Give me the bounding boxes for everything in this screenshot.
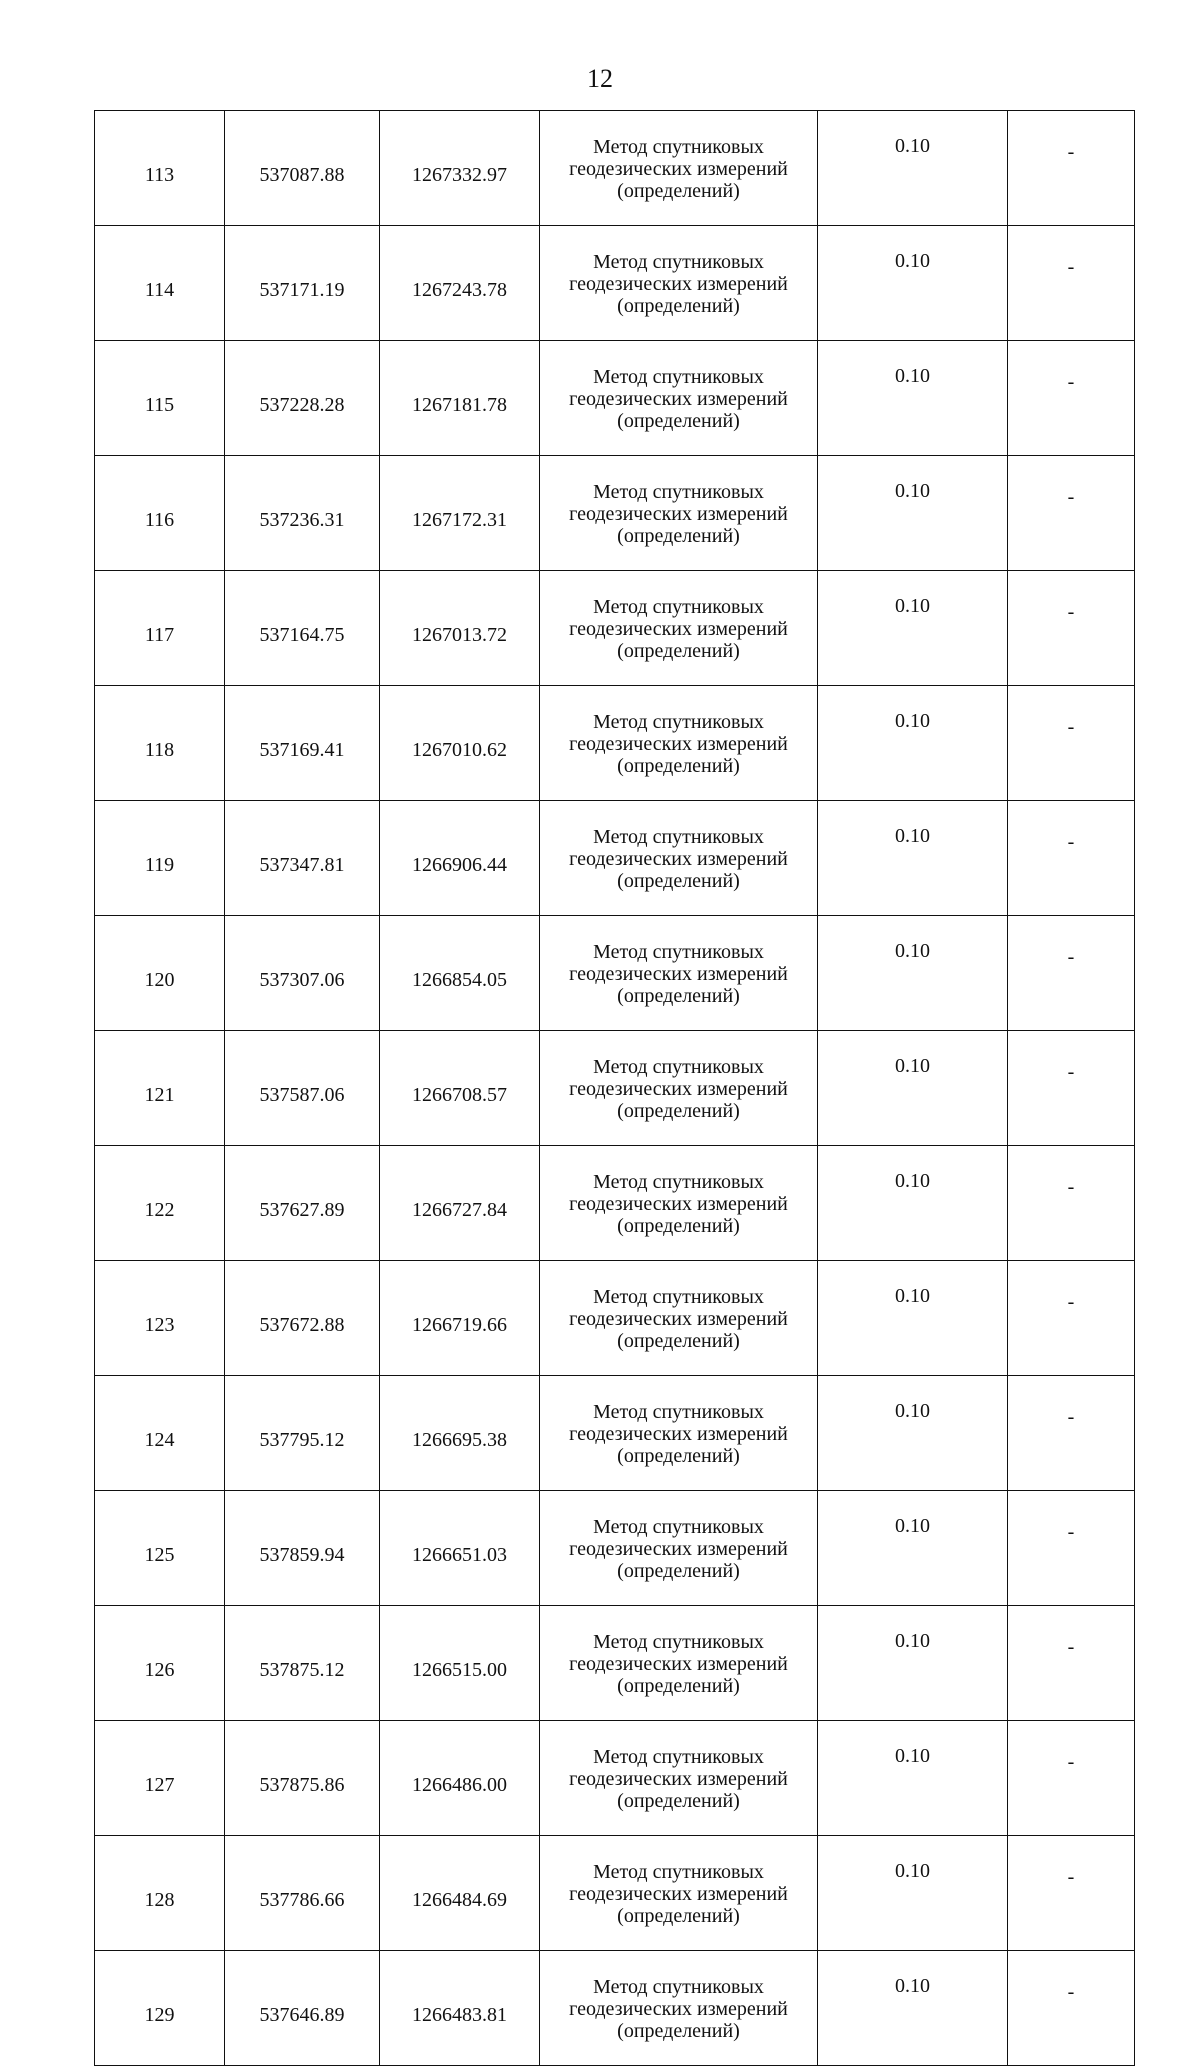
note-cell: - [1008, 1261, 1135, 1376]
method-text-line: (определений) [617, 410, 740, 432]
x-coordinate-cell: 537169.41 [225, 686, 380, 801]
method-text-line: геодезических измерений [569, 1423, 788, 1445]
accuracy-cell: 0.10 [818, 1836, 1008, 1951]
method-text-line: Метод спутниковых [593, 1171, 764, 1193]
table-row [95, 1376, 1135, 1491]
page-number: 12 [587, 64, 613, 93]
x-coordinate-cell: 537795.12 [225, 1376, 380, 1491]
point-number-cell: 121 [95, 1031, 225, 1146]
accuracy-cell: 0.10 [818, 341, 1008, 456]
note-cell: - [1008, 571, 1135, 686]
method-text-line: геодезических измерений [569, 388, 788, 410]
accuracy-cell: 0.10 [818, 1031, 1008, 1146]
note-cell: - [1008, 1606, 1135, 1721]
note-cell: - [1008, 1951, 1135, 2066]
method-cell [540, 1376, 818, 1491]
table-row [95, 1031, 1135, 1146]
method-text-line: (определений) [617, 1330, 740, 1352]
method-text-line: Метод спутниковых [593, 1631, 764, 1653]
method-text-line: Метод спутниковых [593, 1401, 764, 1423]
y-coordinate-cell: 1266484.69 [380, 1836, 540, 1951]
table-row [95, 686, 1135, 801]
x-coordinate-cell: 537587.06 [225, 1031, 380, 1146]
point-number-cell: 128 [95, 1836, 225, 1951]
method-text-line: Метод спутниковых [593, 136, 764, 158]
x-coordinate-cell: 537672.88 [225, 1261, 380, 1376]
point-number-cell: 118 [95, 686, 225, 801]
method-text-line: геодезических измерений [569, 1308, 788, 1330]
y-coordinate-cell: 1267013.72 [380, 571, 540, 686]
table-row [95, 111, 1135, 226]
accuracy-cell: 0.10 [818, 1721, 1008, 1836]
method-text-line: Метод спутниковых [593, 1861, 764, 1883]
x-coordinate-cell: 537859.94 [225, 1491, 380, 1606]
method-text-line: геодезических измерений [569, 503, 788, 525]
method-text-line: (определений) [617, 1560, 740, 1582]
table-row [95, 226, 1135, 341]
accuracy-cell: 0.10 [818, 1376, 1008, 1491]
x-coordinate-cell: 537171.19 [225, 226, 380, 341]
table-row [95, 1261, 1135, 1376]
method-text-line: Метод спутниковых [593, 1516, 764, 1538]
method-text-line: (определений) [617, 640, 740, 662]
table-row [95, 1836, 1135, 1951]
note-cell: - [1008, 916, 1135, 1031]
method-text-line: Метод спутниковых [593, 941, 764, 963]
method-cell [540, 1721, 818, 1836]
table-row [95, 571, 1135, 686]
accuracy-cell: 0.10 [818, 226, 1008, 341]
point-number-cell: 115 [95, 341, 225, 456]
accuracy-cell: 0.10 [818, 111, 1008, 226]
method-cell [540, 456, 818, 571]
method-cell [540, 1606, 818, 1721]
method-text-line: Метод спутниковых [593, 1286, 764, 1308]
accuracy-cell: 0.10 [818, 1491, 1008, 1606]
x-coordinate-cell: 537875.86 [225, 1721, 380, 1836]
table-row [95, 341, 1135, 456]
x-coordinate-cell: 537164.75 [225, 571, 380, 686]
method-text-line: (определений) [617, 755, 740, 777]
method-text-line: (определений) [617, 1215, 740, 1237]
point-number-cell: 116 [95, 456, 225, 571]
x-coordinate-cell: 537307.06 [225, 916, 380, 1031]
table-row [95, 801, 1135, 916]
x-coordinate-cell: 537228.28 [225, 341, 380, 456]
y-coordinate-cell: 1267332.97 [380, 111, 540, 226]
accuracy-cell: 0.10 [818, 801, 1008, 916]
method-cell [540, 801, 818, 916]
point-number-cell: 124 [95, 1376, 225, 1491]
method-text-line: Метод спутниковых [593, 1056, 764, 1078]
method-text-line: Метод спутниковых [593, 1746, 764, 1768]
method-cell [540, 1031, 818, 1146]
method-text-line: Метод спутниковых [593, 481, 764, 503]
y-coordinate-cell: 1266727.84 [380, 1146, 540, 1261]
accuracy-cell: 0.10 [818, 1261, 1008, 1376]
method-text-line: (определений) [617, 2020, 740, 2042]
y-coordinate-cell: 1266708.57 [380, 1031, 540, 1146]
coordinates-table [94, 110, 1135, 2066]
method-text-line: (определений) [617, 985, 740, 1007]
point-number-cell: 125 [95, 1491, 225, 1606]
point-number-cell: 114 [95, 226, 225, 341]
note-cell: - [1008, 801, 1135, 916]
note-cell: - [1008, 1836, 1135, 1951]
note-cell: - [1008, 1376, 1135, 1491]
table-row [95, 1606, 1135, 1721]
table-row [95, 916, 1135, 1031]
method-text-line: (определений) [617, 1675, 740, 1697]
x-coordinate-cell: 537627.89 [225, 1146, 380, 1261]
method-text-line: (определений) [617, 295, 740, 317]
method-text-line: Метод спутниковых [593, 711, 764, 733]
y-coordinate-cell: 1266651.03 [380, 1491, 540, 1606]
method-text-line: геодезических измерений [569, 158, 788, 180]
method-text-line: (определений) [617, 1905, 740, 1927]
method-text-line: Метод спутниковых [593, 366, 764, 388]
point-number-cell: 117 [95, 571, 225, 686]
method-cell [540, 686, 818, 801]
table-row [95, 456, 1135, 571]
x-coordinate-cell: 537347.81 [225, 801, 380, 916]
method-text-line: геодезических измерений [569, 733, 788, 755]
method-cell [540, 341, 818, 456]
point-number-cell: 113 [95, 111, 225, 226]
method-text-line: (определений) [617, 1790, 740, 1812]
method-text-line: геодезических измерений [569, 618, 788, 640]
y-coordinate-cell: 1266719.66 [380, 1261, 540, 1376]
method-cell [540, 1146, 818, 1261]
accuracy-cell: 0.10 [818, 456, 1008, 571]
note-cell: - [1008, 1491, 1135, 1606]
note-cell: - [1008, 1146, 1135, 1261]
method-text-line: геодезических измерений [569, 1078, 788, 1100]
x-coordinate-cell: 537236.31 [225, 456, 380, 571]
accuracy-cell: 0.10 [818, 916, 1008, 1031]
y-coordinate-cell: 1266906.44 [380, 801, 540, 916]
y-coordinate-cell: 1266483.81 [380, 1951, 540, 2066]
method-text-line: (определений) [617, 525, 740, 547]
y-coordinate-cell: 1267010.62 [380, 686, 540, 801]
accuracy-cell: 0.10 [818, 686, 1008, 801]
y-coordinate-cell: 1266695.38 [380, 1376, 540, 1491]
y-coordinate-cell: 1266854.05 [380, 916, 540, 1031]
point-number-cell: 122 [95, 1146, 225, 1261]
point-number-cell: 126 [95, 1606, 225, 1721]
y-coordinate-cell: 1267181.78 [380, 341, 540, 456]
table-row [95, 1721, 1135, 1836]
method-text-line: Метод спутниковых [593, 1976, 764, 1998]
method-text-line: (определений) [617, 1445, 740, 1467]
method-cell [540, 111, 818, 226]
point-number-cell: 119 [95, 801, 225, 916]
method-text-line: геодезических измерений [569, 1768, 788, 1790]
coordinates-table-body [95, 111, 1135, 2066]
note-cell: - [1008, 456, 1135, 571]
method-text-line: геодезических измерений [569, 1653, 788, 1675]
x-coordinate-cell: 537087.88 [225, 111, 380, 226]
method-text-line: (определений) [617, 180, 740, 202]
method-text-line: (определений) [617, 870, 740, 892]
method-text-line: геодезических измерений [569, 963, 788, 985]
method-cell [540, 916, 818, 1031]
point-number-cell: 123 [95, 1261, 225, 1376]
point-number-cell: 127 [95, 1721, 225, 1836]
method-text-line: геодезических измерений [569, 1883, 788, 1905]
note-cell: - [1008, 686, 1135, 801]
note-cell: - [1008, 111, 1135, 226]
method-cell [540, 1951, 818, 2066]
method-text-line: геодезических измерений [569, 1193, 788, 1215]
accuracy-cell: 0.10 [818, 571, 1008, 686]
method-text-line: геодезических измерений [569, 273, 788, 295]
point-number-cell: 120 [95, 916, 225, 1031]
method-text-line: геодезических измерений [569, 848, 788, 870]
point-number-cell: 129 [95, 1951, 225, 2066]
method-cell [540, 571, 818, 686]
accuracy-cell: 0.10 [818, 1606, 1008, 1721]
accuracy-cell: 0.10 [818, 1951, 1008, 2066]
note-cell: - [1008, 226, 1135, 341]
method-cell [540, 1261, 818, 1376]
x-coordinate-cell: 537875.12 [225, 1606, 380, 1721]
y-coordinate-cell: 1267243.78 [380, 226, 540, 341]
method-text-line: геодезических измерений [569, 1538, 788, 1560]
x-coordinate-cell: 537786.66 [225, 1836, 380, 1951]
table-row [95, 1951, 1135, 2066]
note-cell: - [1008, 1721, 1135, 1836]
y-coordinate-cell: 1267172.31 [380, 456, 540, 571]
method-text-line: (определений) [617, 1100, 740, 1122]
method-text-line: Метод спутниковых [593, 251, 764, 273]
y-coordinate-cell: 1266515.00 [380, 1606, 540, 1721]
method-text-line: Метод спутниковых [593, 596, 764, 618]
table-row [95, 1491, 1135, 1606]
accuracy-cell: 0.10 [818, 1146, 1008, 1261]
method-cell [540, 1836, 818, 1951]
note-cell: - [1008, 341, 1135, 456]
x-coordinate-cell: 537646.89 [225, 1951, 380, 2066]
method-cell [540, 226, 818, 341]
method-text-line: Метод спутниковых [593, 826, 764, 848]
table-row [95, 1146, 1135, 1261]
y-coordinate-cell: 1266486.00 [380, 1721, 540, 1836]
note-cell: - [1008, 1031, 1135, 1146]
method-text-line: геодезических измерений [569, 1998, 788, 2020]
method-cell [540, 1491, 818, 1606]
